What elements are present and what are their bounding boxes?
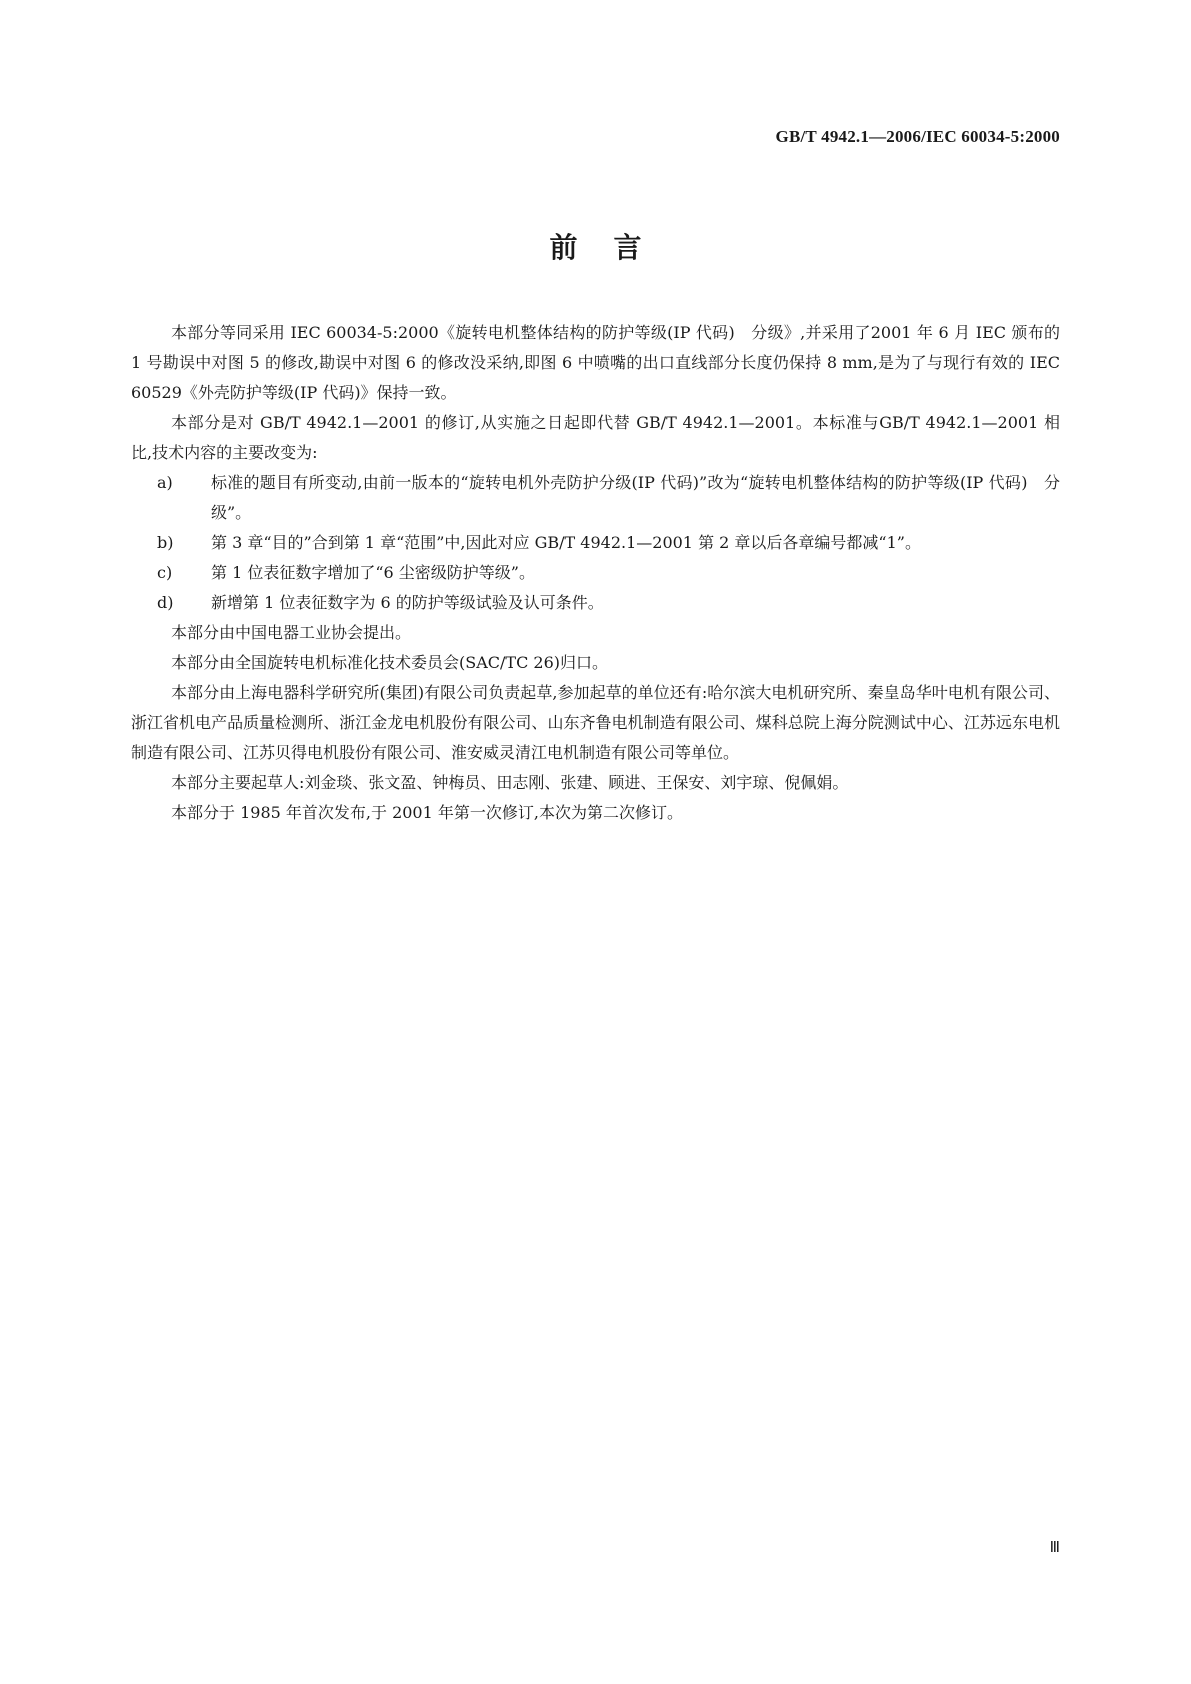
list-marker: b) xyxy=(157,533,174,552)
document-body xyxy=(131,318,1060,828)
list-marker: c) xyxy=(157,563,173,582)
page-number: Ⅲ xyxy=(1049,1540,1060,1556)
paragraph: 本部分由中国电器工业协会提出。 xyxy=(171,623,412,642)
list-item-text: 第 1 位表征数字增加了“6 尘密级防护等级”。 xyxy=(211,563,535,582)
list-item xyxy=(131,468,1060,528)
paragraph: 本部分是对 GB/T 4942.1—2001 的修订,从实施之日起即代替 GB/T 4942.1—2001。本标准与GB/T 4942.1—2001 相比,技术内容的主要改变为: xyxy=(131,413,1060,462)
list-item-text: 新增第 1 位表征数字为 6 的防护等级试验及认可条件。 xyxy=(211,593,604,612)
page-title: 前言 xyxy=(549,231,678,264)
paragraph: 本部分主要起草人:刘金琰、张文盈、钟梅员、田志刚、张建、顾进、王保安、刘宇琼、倪佩娟。 xyxy=(171,773,849,792)
list-item xyxy=(131,558,1060,588)
paragraph: 本部分于 1985 年首次发布,于 2001 年第一次修订,本次为第二次修订。 xyxy=(171,803,683,822)
paragraph: 本部分由上海电器科学研究所(集团)有限公司负责起草,参加起草的单位还有:哈尔滨大电机研究所、秦皇岛华叶电机有限公司、浙江省机电产品质量检测所、浙江金龙电机股份有限公司、山东齐鲁电机制造有限公司、煤科总院上海分院测试中心、江苏远东电机制造有限公司、江苏贝得电机股份有限公司、淮安威灵清江电机制造有限公司等单位。 xyxy=(131,683,1060,762)
list-marker: a) xyxy=(157,473,173,492)
standard-number: GB/T 4942.1—2006/IEC 60034-5:2000 xyxy=(775,127,1060,146)
list-marker: d) xyxy=(157,593,174,612)
paragraph: 本部分由全国旋转电机标准化技术委员会(SAC/TC 26)归口。 xyxy=(171,653,608,672)
list-item xyxy=(131,528,1060,558)
paragraph: 本部分等同采用 IEC 60034-5:2000《旋转电机整体结构的防护等级(IP 代码) 分级》,并采用了2001 年 6 月 IEC 颁布的 1 号勘误中对图 5 的修改,勘误中对图 6 的修改没采纳,即图 6 中喷嘴的出口直线部分长度仍保持 8 mm,是为了与现行有效的 IEC 60529《外壳防护等级(IP 代码)》保持一致。 xyxy=(131,323,1060,402)
list-item-text: 标准的题目有所变动,由前一版本的“旋转电机外壳防护分级(IP 代码)”改为“旋转电机整体结构的防护等级(IP 代码) 分级”。 xyxy=(211,473,1060,522)
list-item-text: 第 3 章“目的”合到第 1 章“范围”中,因此对应 GB/T 4942.1—2001 第 2 章以后各章编号都减“1”。 xyxy=(211,533,921,552)
list-item xyxy=(131,588,1060,618)
